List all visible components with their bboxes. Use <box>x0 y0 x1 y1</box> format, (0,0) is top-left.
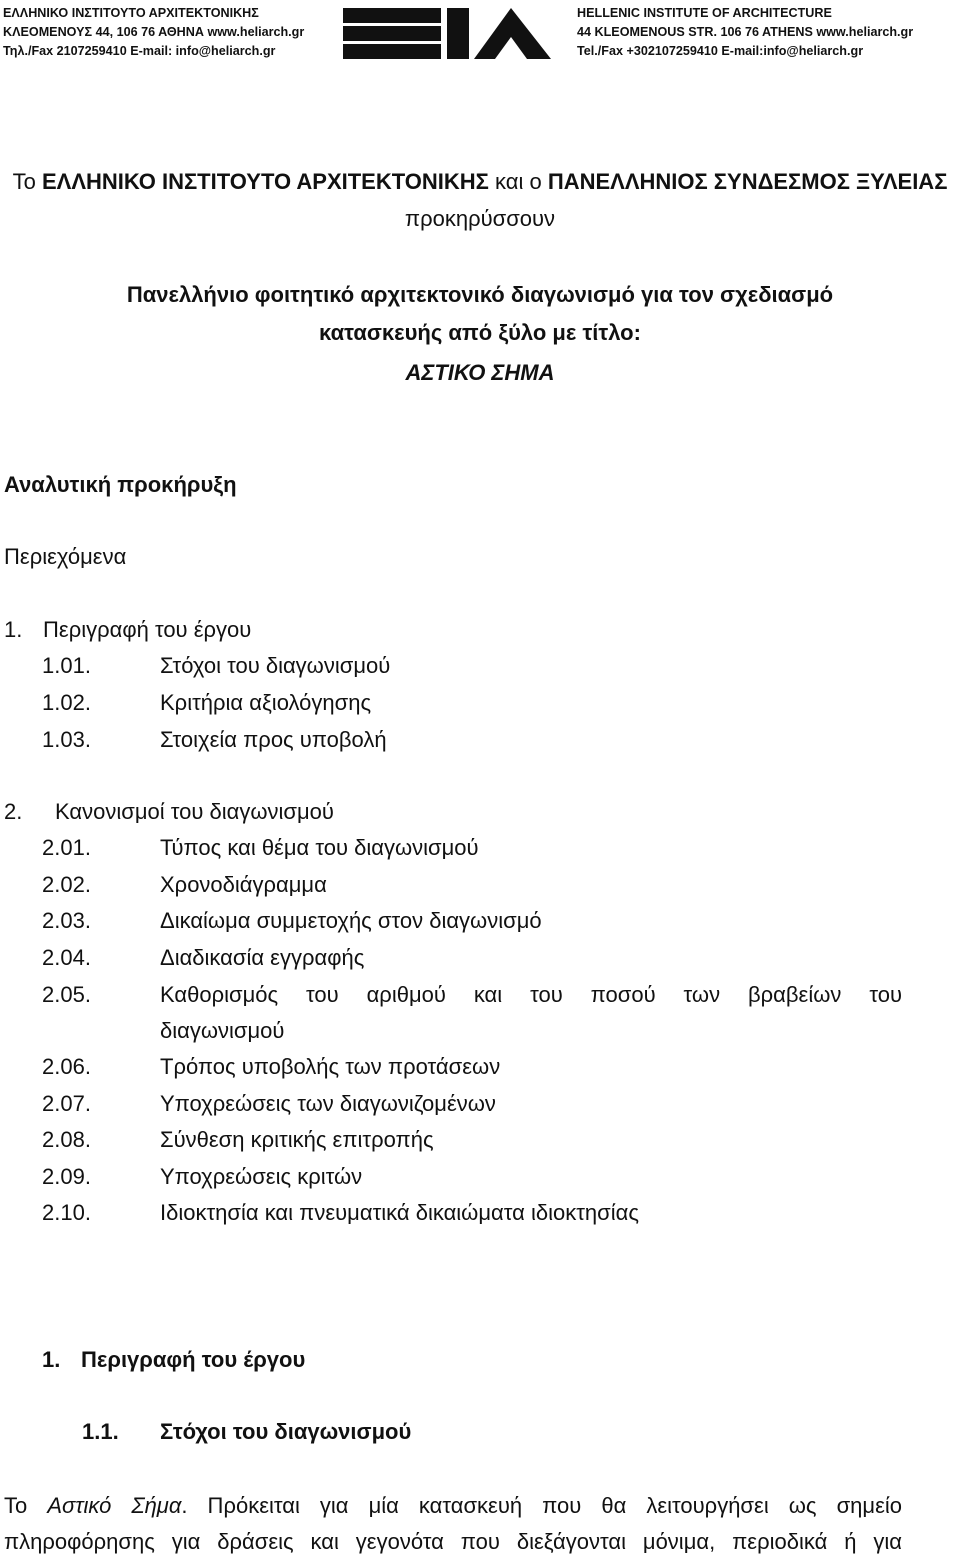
toc-item-num: 2.01. <box>42 835 91 860</box>
toc-item-label: Διαδικασία εγγραφής <box>160 945 365 970</box>
toc-item-label: Στόχοι του διαγωνισμού <box>160 653 391 678</box>
paragraph-line-2: πληροφόρησης για δράσεις και γεγονότα που διεξάγονται μόνιμα, περιοδικά ή για <box>4 1529 902 1554</box>
letterhead-english <box>577 4 957 61</box>
toc-item-num: 1.01. <box>42 653 91 678</box>
toc-item-label: Καθορισμός του αριθμού και του ποσού των βραβείων του <box>160 982 902 1007</box>
toc-item-num: 1.03. <box>42 727 91 752</box>
toc-item-num: 2.09. <box>42 1164 91 1189</box>
toc-item-num: 2.05. <box>42 982 91 1007</box>
toc-item-num: 2.10. <box>42 1200 91 1225</box>
paragraph-prefix: Το <box>4 1493 48 1518</box>
announcement-verb: προκηρύσσουν <box>404 206 556 231</box>
toc-item-label: Υποχρεώσεις κριτών <box>160 1164 363 1189</box>
toc-section-1-num: 1. <box>4 617 23 642</box>
toc-item-label: Ιδιοκτησία και πνευματικά δικαιώματα ιδιοκτησίας <box>160 1200 639 1225</box>
address-greek: ΚΛΕΟΜΕΝΟΥΣ 44, 106 76 ΑΘΗΝΑ www.heliarch.gr <box>3 25 305 39</box>
competition-line-1: Πανελλήνιο φοιτητικό αρχιτεκτονικό διαγωνισμό για τον σχεδιασμό <box>126 282 834 307</box>
toc-section-2-label: Κανονισμοί του διαγωνισμού <box>55 799 334 824</box>
paragraph-line-1 <box>4 1488 902 1524</box>
contact-english: Tel./Fax +302107259410 E-mail:info@heliarch.gr <box>577 44 864 58</box>
competition-line-2: κατασκευής από ξύλο με τίτλο: <box>319 320 641 345</box>
announcement-prefix: Το <box>12 169 42 194</box>
contents-heading: Περιεχόμενα <box>4 544 127 569</box>
toc-item-label: Τύπος και θέμα του διαγωνισμού <box>160 835 479 860</box>
toc-section-1-label: Περιγραφή του έργου <box>43 617 252 642</box>
detailed-heading: Αναλυτική προκήρυξη <box>4 472 237 497</box>
letterhead-greek <box>3 4 303 61</box>
paragraph-rest: . Πρόκειται για μία κατασκευή που θα λειτουργήσει ως σημείο <box>181 1493 902 1518</box>
toc-item-label: Υποχρεώσεις των διαγωνιζομένων <box>160 1091 496 1116</box>
toc-section-2-num: 2. <box>4 799 23 824</box>
toc-item-num: 2.08. <box>42 1127 91 1152</box>
toc-item-label-continued: διαγωνισμού <box>160 1018 285 1043</box>
competition-title: ΑΣΤΙΚΟ ΣΗΜΑ <box>405 360 555 385</box>
toc-item-label: Χρονοδιάγραμμα <box>160 872 327 897</box>
toc-item-num: 2.04. <box>42 945 91 970</box>
announcement-connector: και ο <box>488 169 548 194</box>
toc-item-num: 2.07. <box>42 1091 91 1116</box>
organizer-2: ΠΑΝΕΛΛΗΝΙΟΣ ΣΥΝΔΕΣΜΟΣ ΞΥΛΕΙΑΣ <box>547 169 948 194</box>
contact-greek: Τηλ./Fax 2107259410 E-mail: info@heliarch.gr <box>3 44 276 58</box>
toc-item-label: Δικαίωμα συμμετοχής στον διαγωνισμό <box>160 908 542 933</box>
section-1-num: 1. <box>42 1347 61 1372</box>
toc-item-num: 2.03. <box>42 908 91 933</box>
toc-item-label: Στοιχεία προς υποβολή <box>160 727 387 752</box>
organizer-1: ΕΛΛΗΝΙΚΟ ΙΝΣΤΙΤΟΥΤΟ ΑΡΧΙΤΕΚΤΟΝΙΚΗΣ <box>41 169 489 194</box>
toc-item-num: 2.06. <box>42 1054 91 1079</box>
section-1-title: Περιγραφή του έργου <box>81 1347 306 1372</box>
toc-item-label: Σύνθεση κριτικής επιτροπής <box>160 1127 434 1152</box>
institute-name-english: HELLENIC INSTITUTE OF ARCHITECTURE <box>577 6 832 20</box>
toc-item-num: 2.02. <box>42 872 91 897</box>
toc-item-label: Τρόπος υποβολής των προτάσεων <box>160 1054 501 1079</box>
institute-logo-icon <box>343 6 551 60</box>
toc-item-num: 1.02. <box>42 690 91 715</box>
address-english: 44 KLEOMENOUS STR. 106 76 ATHENS www.heliarch.gr <box>577 25 914 39</box>
subsection-1-1-num: 1.1. <box>82 1419 119 1444</box>
institute-name-greek: ΕΛΛΗΝΙΚΟ ΙΝΣΤΙΤΟΥΤΟ ΑΡΧΙΤΕΚΤΟΝΙΚΗΣ <box>3 6 259 20</box>
announcement-line <box>0 167 960 197</box>
subsection-1-1-title: Στόχοι του διαγωνισμού <box>160 1419 412 1444</box>
paragraph-italic-term: Αστικό Σήμα <box>47 1493 182 1518</box>
toc-item-label: Κριτήρια αξιολόγησης <box>160 690 372 715</box>
